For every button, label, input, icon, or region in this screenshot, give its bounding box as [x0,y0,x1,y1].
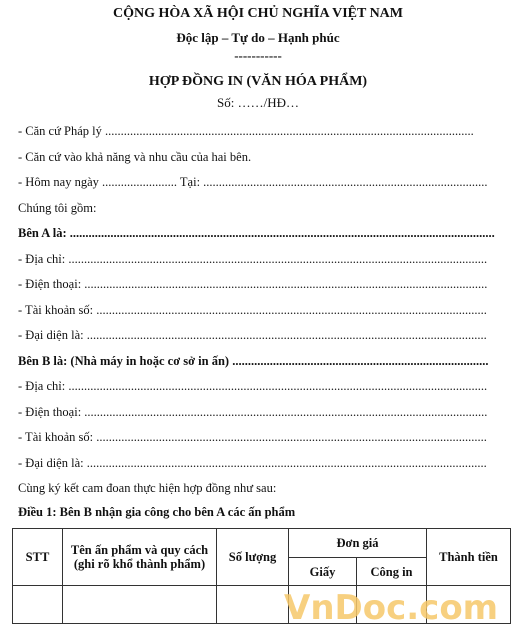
capacity-line: - Căn cứ vào khả năng và nhu cầu của hai bên. [18,150,252,164]
contract-title: HỢP ĐỒNG IN (VĂN HÓA PHẨM) [148,74,368,89]
contract-number: Số: ……/HĐ… [217,95,299,110]
motto: Độc lập – Tự do – Hạnh phúc [176,30,340,45]
table-cell [217,586,289,624]
agreement-line: Cùng ký kết cam đoan thực hiện hợp đồng như sau: [18,481,277,495]
we-include-line: Chúng tôi gồm: [18,201,97,215]
party-a-phone: - Điện thoại: ................................................................................................................................. [18,277,488,291]
header-unit-price: Đơn giá [289,529,427,558]
article-1-heading: Điều 1: Bên B nhận gia công cho bên A các ấn phẩm [18,505,296,519]
header-total: Thành tiền [427,529,511,586]
table-cell [63,586,217,624]
party-a-line: Bên A là: ........................................................................................................................................ [18,226,495,240]
legal-basis-line: - Căn cứ Pháp lý ...................................................................................................................... [18,124,474,138]
divider: ----------- [234,48,282,63]
date-place-line: - Hôm nay ngày ........................ Tại: ........................................................................................... [18,175,488,189]
party-b-line: Bên B là: (Nhà máy in hoặc cơ sở in ấn) .................................................................................. [18,354,489,368]
party-b-address: - Địa chỉ: ...................................................................................................................................... [18,379,488,393]
country-heading: CỘNG HÒA XÃ HỘI CHỦ NGHĨA VIỆT NAM [112,6,403,21]
party-a-account: - Tài khoản số: ............................................................................................................................. [18,303,487,317]
header-stt: STT [13,529,63,586]
header-paper: Giấy [289,558,357,586]
table-cell [13,586,63,624]
watermark-logo: VnDoc.com [284,588,499,628]
party-a-address: - Địa chỉ: ...................................................................................................................................... [18,252,488,266]
party-a-representative: - Đại diện là: ................................................................................................................................ [18,328,487,342]
header-quantity: Số lượng [217,529,289,586]
party-b-phone: - Điện thoại: ................................................................................................................................. [18,405,488,419]
party-b-representative: - Đại diện là: ................................................................................................................................ [18,456,487,470]
header-product-name: Tên ấn phẩm và quy cách (ghi rõ khổ thành phẩm) [63,529,217,586]
party-b-account: - Tài khoản số: ............................................................................................................................. [18,430,487,444]
header-labor: Công in [357,558,427,586]
